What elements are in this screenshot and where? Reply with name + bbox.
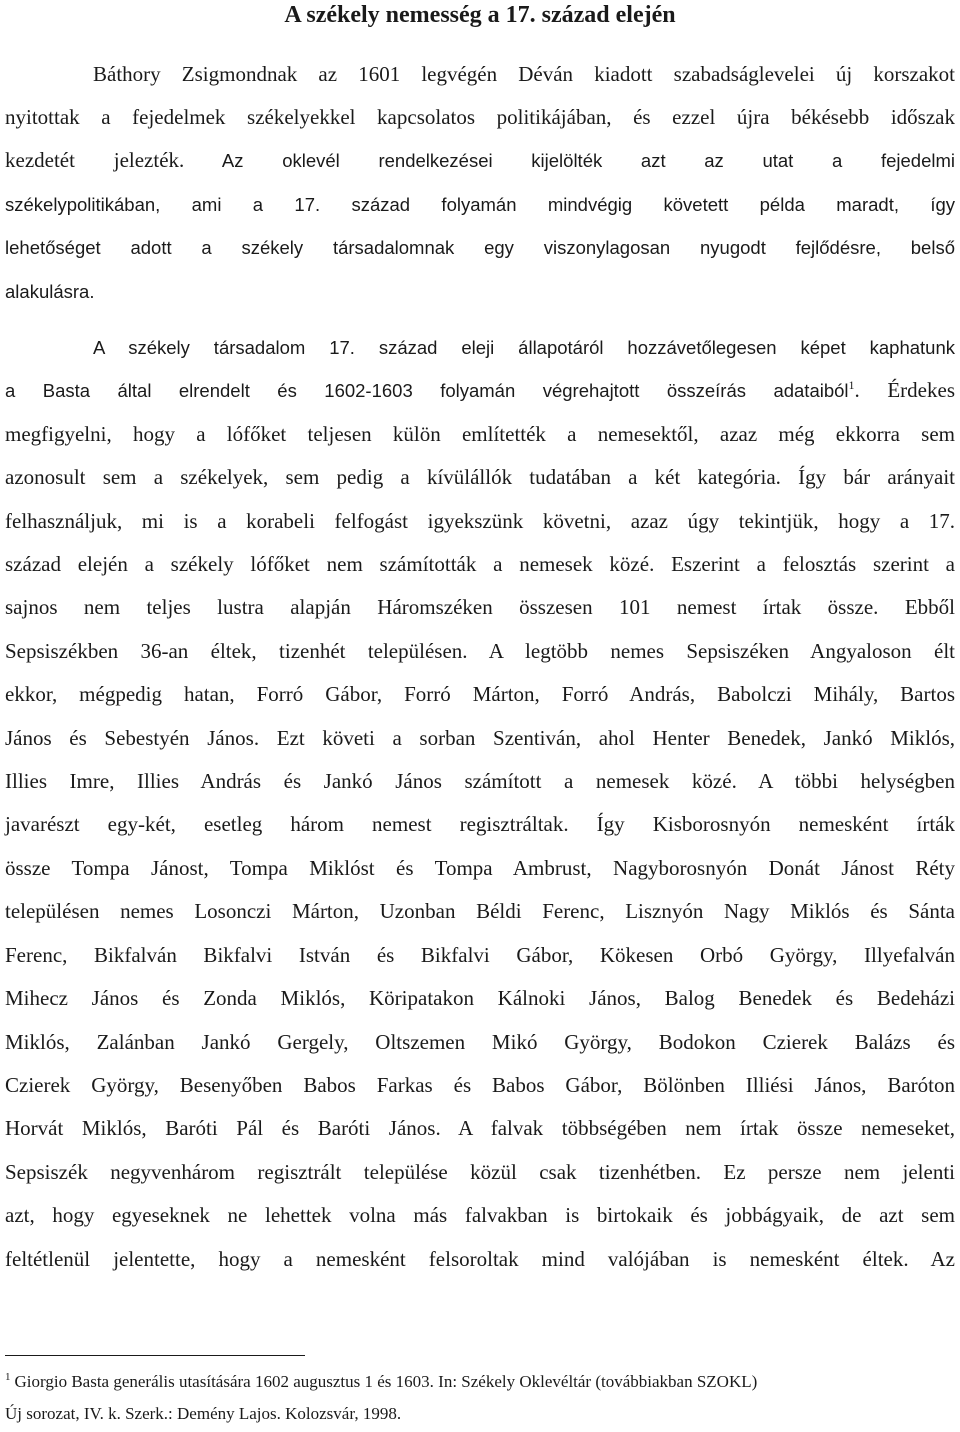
text-line-5: lehetőséget adott a székely társadalomnak egy viszonylagosan nyugodt fejlődésre, belső	[5, 237, 955, 258]
text-line-6: alakulásra.	[5, 281, 95, 302]
text-line-21: Ferenc, Bikfalván Bikfalvi István és Bikfalvi Gábor, Kökesen Orbó György, Illyefalván	[5, 943, 955, 967]
footnote-reference[interactable]: 1	[848, 378, 855, 392]
footnote-number: 1	[5, 1371, 11, 1384]
text-line-14: Sepsiszékben 36-an éltek, tizenhét településen. A legtöbb nemes Sepsiszéken Angyaloson élt	[5, 639, 955, 663]
text-line-3: kezdetét jelezték. Az oklevél rendelkezései kijelölték azt az utat a fejedelmi	[5, 148, 955, 172]
document-title: A székely nemesség a 17. század elején	[284, 2, 676, 28]
text-line-26: Sepsiszék negyvenhárom regisztrált települése közül csak tizenhétben. Ez persze nem jelenti	[5, 1160, 955, 1184]
footnote-separator	[5, 1355, 305, 1356]
text-line-12: század elején a székely lófőket nem számították a nemesek közé. Eszerint a felosztás szerint a	[5, 552, 956, 576]
text-line-8: a Basta által elrendelt és 1602-1603 folyamán végrehajtott összeírás adataiból$^1$. Érdekes	[5, 378, 955, 402]
footnote-line-2: Új sorozat, IV. k. Szerk.: Demény Lajos. Kolozsvár, 1998.	[5, 1404, 402, 1423]
text-line-23: Miklós, Zalánban Jankó Gergely, Oltszemen Mikó György, Bodokon Czierek Balázs és	[5, 1030, 955, 1054]
text-line-28: feltétlenül jelentette, hogy a nemesként felsoroltak mind valójában is nemesként éltek. Az	[5, 1247, 955, 1271]
text-line-18: javarészt egy-két, esetleg három nemest regisztráltak. Így Kisborosnyón nemesként írták	[5, 812, 955, 836]
text-line-11: felhasználjuk, mi is a korabeli felfogást igyekszünk követni, azaz úgy tekintjük, hogy a 17.	[5, 509, 955, 533]
text-line-15: ekkor, mégpedig hatan, Forró Gábor, Forró Márton, Forró András, Babolczi Mihály, Bartos	[5, 682, 955, 706]
text-line-27: azt, hogy egyeseknek ne lehettek volna más falvakban is birtokaik és jobbágyaik, de azt sem	[5, 1203, 955, 1227]
text-line-2: nyitottak a fejedelmek székelyekkel kapcsolatos politikájában, és ezzel újra békésebb időszak	[5, 105, 955, 129]
text-line-16: János és Sebestyén János. Ezt követi a sorban Szentiván, ahol Henter Benedek, Jankó Miklós,	[5, 726, 955, 750]
text-line-10: azonosult sem a székelyek, sem pedig a kívülállók tudatában a két kategória. Így bár arányait	[5, 465, 955, 489]
text-line-7: A székely társadalom 17. század eleji állapotáról hozzávetőlegesen képet kaphatunk	[93, 337, 955, 358]
text-line-25: Horvát Miklós, Baróti Pál és Baróti János. A falvak többségében nem írtak össze nemeseket,	[5, 1116, 955, 1140]
text-line-9: megfigyelni, hogy a lófőket teljesen külön említették a nemesektől, azaz még ekkorra sem	[5, 422, 955, 446]
text-line-17: Illies Imre, Illies András és Jankó János számított a nemesek közé. A többi helységben	[5, 769, 955, 793]
text-line-13: sajnos nem teljes lustra alapján Háromszéken összesen 101 nemest írtak össze. Ebből	[5, 595, 955, 619]
text-line-19: össze Tompa Jánost, Tompa Miklóst és Tompa Ambrust, Nagyborosnyón Donát Jánost Réty	[5, 856, 955, 880]
text-line-1: Báthory Zsigmondnak az 1601 legvégén Déván kiadott szabadságlevelei új korszakot	[93, 62, 955, 86]
text-line-4: székelypolitikában, ami a 17. század folyamán mindvégig követett példa maradt, így	[5, 194, 955, 215]
footnote-line-1: $^1$ Giorgio Basta generális utasítására 1602 augusztus 1 és 1603. In: Székely Oklevéltár (továbbiakban SZOKL)	[5, 1371, 758, 1391]
text-line-20: településen nemes Losonczi Márton, Uzonban Béldi Ferenc, Lisznyón Nagy Miklós és Sánta	[5, 899, 955, 923]
text-line-22: Mihecz János és Zonda Miklós, Köripatakon Kálnoki János, Balog Benedek és Bedeházi	[5, 986, 955, 1010]
text-line-24: Czierek György, Besenyőben Babos Farkas és Babos Gábor, Bölönben Illiési János, Baróton	[5, 1073, 955, 1097]
